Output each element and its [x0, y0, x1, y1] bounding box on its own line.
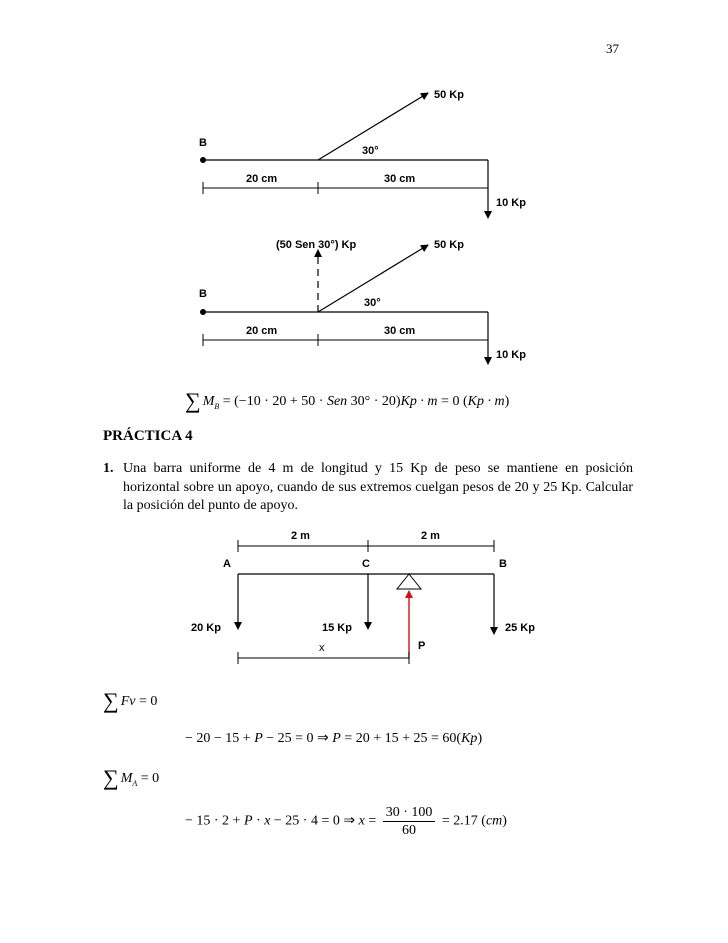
label-vertical-component: (50 Sen 30°) Kp — [276, 239, 357, 251]
label-x: x — [319, 642, 325, 654]
figure-2-diagram — [190, 230, 540, 370]
label-angle: 30° — [364, 297, 381, 309]
fraction: $\frac{30 \cdot 100}{60}$ — [383, 804, 436, 839]
label-force-top: 50 Kp — [434, 89, 464, 101]
label-b: B — [199, 288, 207, 300]
label-force-top: 50 Kp — [434, 239, 464, 251]
moment-equation: ∑ $M_B = (-10 \cdot 20 + 50$ · Sen 30° · 20)Kp · m = 0 (Kp · m) — [185, 388, 510, 413]
figure-3-diagram — [185, 525, 545, 675]
fv-solution-equation: − 20 − 15 + P − 25 = 0 ⇒ P = 20 + 15 + 25 = 60(Kp) — [185, 731, 483, 746]
figure-1-diagram — [190, 78, 540, 228]
ma-solution-equation: − 15 · 2 + P · x − 25 · 4 = 0 ⇒ x = $\frac{30 \cdot 100}{60}$ = 2.17 (cm) — [185, 805, 507, 838]
label-force-down: 10 Kp — [496, 197, 526, 209]
label-dim-right: 30 cm — [384, 325, 416, 337]
label-force-b: 25 Kp — [505, 622, 535, 634]
label-dim-left: 20 cm — [246, 173, 278, 185]
sum-ma-equation: ∑ $M_A = 0$ — [103, 765, 160, 790]
sum-fv-equation: ∑ Fv = 0 — [103, 688, 158, 713]
label-dim-right: 30 cm — [384, 173, 416, 185]
label-dim-right: 2 m — [421, 530, 440, 542]
label-b: B — [499, 558, 507, 570]
label-force-down: 10 Kp — [496, 349, 526, 361]
label-b: B — [199, 137, 207, 149]
label-force-a: 20 Kp — [191, 622, 221, 634]
label-force-c: 15 Kp — [322, 622, 352, 634]
support-triangle — [397, 574, 421, 589]
section-title: PRÁCTICA 4 — [103, 428, 193, 444]
label-dim-left: 20 cm — [246, 325, 278, 337]
label-p: P — [418, 640, 426, 652]
problem-text: Una barra uniforme de 4 m de longitud y 15 Kp de peso se mantiene en posición horizontal sobre un apoyo, cuando de sus extremos cuelgan pesos de 20 y 25 Kp. Calcular la posición del punto de apoyo. — [123, 461, 633, 513]
page-number: 37 — [606, 41, 619, 56]
label-c: C — [362, 558, 370, 570]
label-angle: 30° — [362, 145, 379, 157]
label-a: A — [223, 558, 231, 570]
label-dim-left: 2 m — [291, 530, 310, 542]
problem-number: 1. — [103, 461, 114, 476]
problem-1 — [103, 460, 633, 516]
